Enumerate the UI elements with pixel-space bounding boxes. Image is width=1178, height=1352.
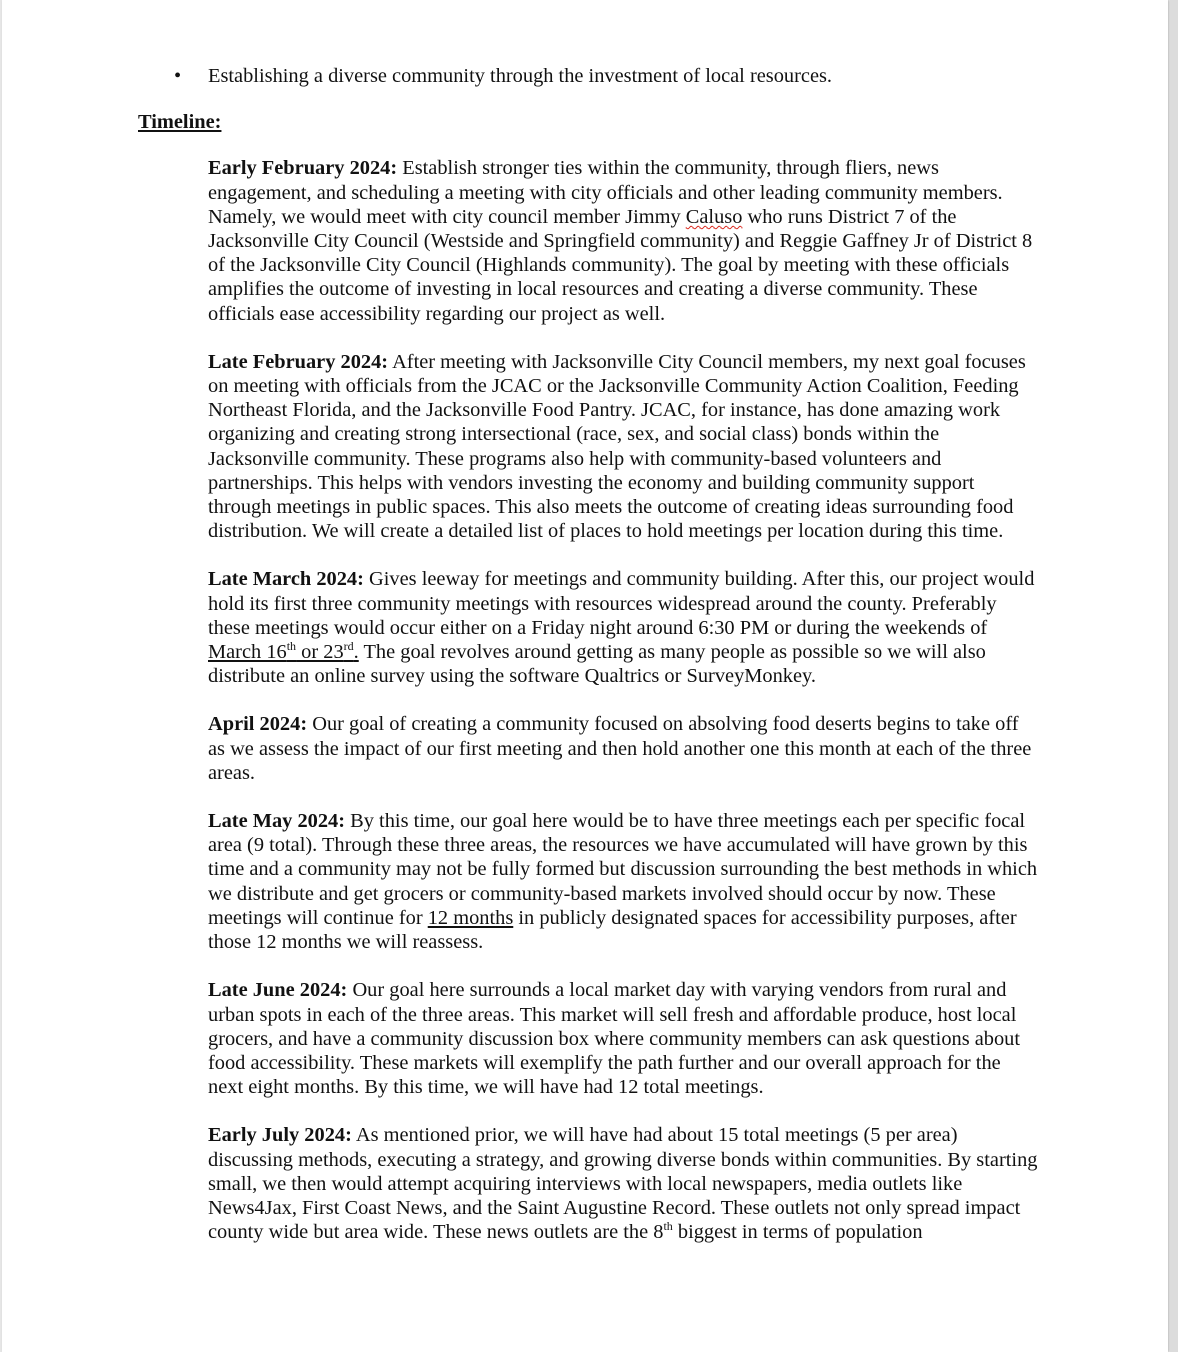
- entry-label: Early February 2024:: [208, 157, 398, 180]
- underlined-dates: [208, 641, 359, 663]
- ordinal-suffix: th: [286, 639, 297, 654]
- entry-text: Establish stronger ties within the community, through fliers, news engagement, and scheduling a meeting with city officials and other leading community members. Namely, we would meet with city council member Jimmy: [208, 157, 1003, 228]
- entry-text: biggest in terms of population: [672, 1221, 923, 1244]
- entry-text: Our goal here surrounds a local market day with varying vendors from rural and urban spots in each of the three areas. This market will sell fresh and affordable produce, host local grocers, and have a community discussion box where community members can ask questions about food accessibility. These markets will exemplify the path further and our overall approach for the next eight months. By this time, we will have had 12 total meetings.: [208, 979, 1021, 1099]
- entry-text: who runs District 7 of the Jacksonville City Council (Westside and Springfield community) and Reggie Gaffney Jr of District 8 of the Jacksonville City Council (Highlands community). The goal by meeting with these officials amplifies the outcome of investing in local resources and creating a diverse community. These officials ease accessibility regarding our project as well.: [208, 205, 1033, 325]
- misspelled-word: Caluso: [685, 205, 743, 228]
- entry-early-february: [208, 156, 1038, 325]
- timeline-entries: [138, 156, 1038, 1244]
- entry-april: [208, 712, 1038, 785]
- entry-late-february: [208, 350, 1038, 544]
- entry-text: in publicly designated spaces for accessibility purposes, after those 12 months we will reassess.: [208, 906, 1017, 954]
- entry-text: By this time, our goal here would be to have three meetings each per specific focal area (9 total). Through these three areas, the resources we have accumulated will have grown by this time and a community may not be fully formed but discussion surrounding the best methods in which we distribute and get grocers or community-based markets involved should occur by now. These meetings will continue for: [208, 810, 1038, 929]
- entry-label: Late May 2024:: [208, 810, 346, 833]
- entry-text: Gives leeway for meetings and community building. After this, our project would hold its first three community meetings with resources widespread around the county. Preferably these meetings would occur either on a Friday night around 6:30 PM or during the weekends of: [208, 568, 1035, 639]
- bullet-dot-icon: •: [174, 65, 182, 87]
- document-body: [138, 64, 1038, 1268]
- entry-label: Late March 2024:: [208, 568, 364, 591]
- entry-text: Our goal of creating a community focused on absolving food deserts begins to take off as we assess the impact of our first meeting and then hold another one this month at each of the three areas.: [208, 713, 1032, 784]
- date-text: .: [353, 641, 359, 664]
- ordinal-suffix: rd: [343, 639, 354, 654]
- underlined-duration: 12 months: [427, 906, 514, 929]
- entry-label: Early July 2024:: [208, 1124, 352, 1147]
- window-scroll-gutter: [1170, 0, 1178, 1352]
- bullet-item: [138, 64, 1038, 88]
- bullet-text: Establishing a diverse community through the investment of local resources.: [208, 65, 833, 87]
- entry-late-may: [208, 809, 1038, 954]
- entry-label: Late June 2024:: [208, 979, 348, 1002]
- entry-label: April 2024:: [208, 713, 308, 736]
- entry-text: As mentioned prior, we will have had about 15 total meetings (5 per area) discussing methods, executing a strategy, and growing diverse bonds within communities. By starting small, we then would attempt acquiring interviews with local newspapers, media outlets like News4Jax, First Coast News, and the Saint Augustine Record. These outlets not only spread impact county wide but area wide. These news outlets are the 8: [208, 1124, 1038, 1244]
- document-page: [2, 0, 1168, 1352]
- date-text: or 23: [296, 641, 344, 664]
- entry-text: After meeting with Jacksonville City Council members, my next goal focuses on meeting with officials from the JCAC or the Jacksonville Community Action Coalition, Feeding Northeast Florida, and the Jacksonville Food Pantry. JCAC, for instance, has done amazing work organizing and creating strong intersectional (race, sex, and social class) bonds within the Jacksonville community. These programs also help with community-based volunteers and partnerships. This helps with vendors investing the economy and building community support through meetings in public spaces. This also meets the outcome of creating ideas surrounding food distribution. We will create a detailed list of places to hold meetings per location during this time.: [208, 350, 1026, 543]
- entry-text: The goal revolves around getting as many people as possible so we will also distribute an online survey using the software Qualtrics or SurveyMonkey.: [208, 641, 986, 688]
- entry-label: Late February 2024:: [208, 350, 389, 373]
- entry-late-june: [208, 978, 1038, 1099]
- date-text: March 16: [208, 641, 287, 664]
- entry-early-july: [208, 1123, 1038, 1244]
- entry-late-march: [208, 567, 1038, 688]
- timeline-heading: Timeline:: [138, 111, 222, 134]
- ordinal-suffix: th: [663, 1219, 673, 1234]
